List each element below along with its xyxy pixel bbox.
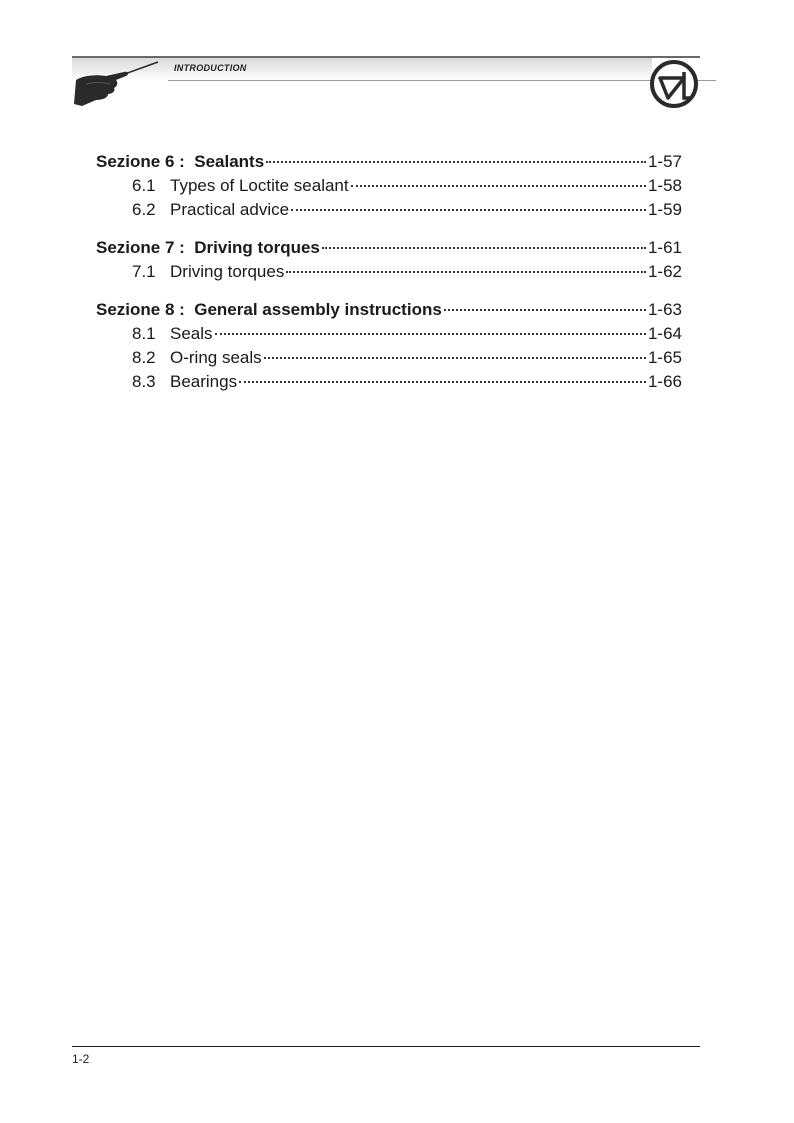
- toc-subentry[interactable]: [96, 370, 682, 394]
- toc-page-number: 1-62: [647, 262, 682, 281]
- toc-subentry[interactable]: [96, 260, 682, 284]
- toc-subentry-number: 6.2: [132, 200, 156, 219]
- toc-section-8: [96, 298, 682, 394]
- toc-subentry[interactable]: [96, 198, 682, 222]
- toc-page-number: 1-64: [647, 324, 682, 343]
- dot-leader: [444, 309, 646, 311]
- toc-entry-title: Sezione 6 : Sealants: [96, 152, 265, 171]
- toc-subentry-title: Bearings: [170, 372, 238, 391]
- toc-entry[interactable]: [96, 298, 682, 322]
- header-title: INTRODUCTION: [174, 63, 247, 73]
- dot-leader: [266, 161, 646, 163]
- toc-subentry-number: 6.1: [132, 176, 156, 195]
- toc-subentry[interactable]: [96, 174, 682, 198]
- toc-subentry-number: 8.1: [132, 324, 156, 343]
- toc-subentry-number: 8.3: [132, 372, 156, 391]
- dot-leader: [322, 247, 646, 249]
- pointing-hand-icon: [72, 58, 162, 106]
- toc-page-number: 1-66: [647, 372, 682, 391]
- dot-leader: [215, 333, 646, 335]
- dot-leader: [239, 381, 646, 383]
- toc-subentry-title: Practical advice: [170, 200, 290, 219]
- toc-subentry[interactable]: [96, 346, 682, 370]
- dot-leader: [286, 271, 646, 273]
- toc-entry-title: Sezione 8 : General assembly instructions: [96, 300, 442, 319]
- page-header: [72, 56, 700, 104]
- toc-subentry-number: 7.1: [132, 262, 156, 281]
- toc-subentry-title: O-ring seals: [170, 348, 262, 367]
- footer-rule: [72, 1046, 700, 1047]
- toc-page-number: 1-57: [647, 152, 682, 171]
- toc-page-number: 1-58: [647, 176, 682, 195]
- toc-subentry-title: Seals: [170, 324, 213, 343]
- toc-page-number: 1-63: [647, 300, 682, 319]
- toc-entry[interactable]: [96, 150, 682, 174]
- dot-leader: [264, 357, 646, 359]
- dot-leader: [351, 185, 646, 187]
- toc-section-6: [96, 150, 682, 222]
- table-of-contents: [96, 150, 682, 408]
- dot-leader: [291, 209, 646, 211]
- toc-page-number: 1-65: [647, 348, 682, 367]
- toc-entry-title: Sezione 7 : Driving torques: [96, 238, 320, 257]
- header-rule-bottom: [168, 80, 716, 81]
- toc-subentry-title: Types of Loctite sealant: [170, 176, 349, 195]
- toc-subentry-title: Driving torques: [170, 262, 285, 281]
- toc-page-number: 1-59: [647, 200, 682, 219]
- toc-entry[interactable]: [96, 236, 682, 260]
- toc-subentry-number: 8.2: [132, 348, 156, 367]
- footer-page-number: 1-2: [72, 1052, 90, 1066]
- brand-logo-icon: [648, 58, 700, 110]
- toc-page-number: 1-61: [647, 238, 682, 257]
- toc-section-7: [96, 236, 682, 284]
- toc-subentry[interactable]: [96, 322, 682, 346]
